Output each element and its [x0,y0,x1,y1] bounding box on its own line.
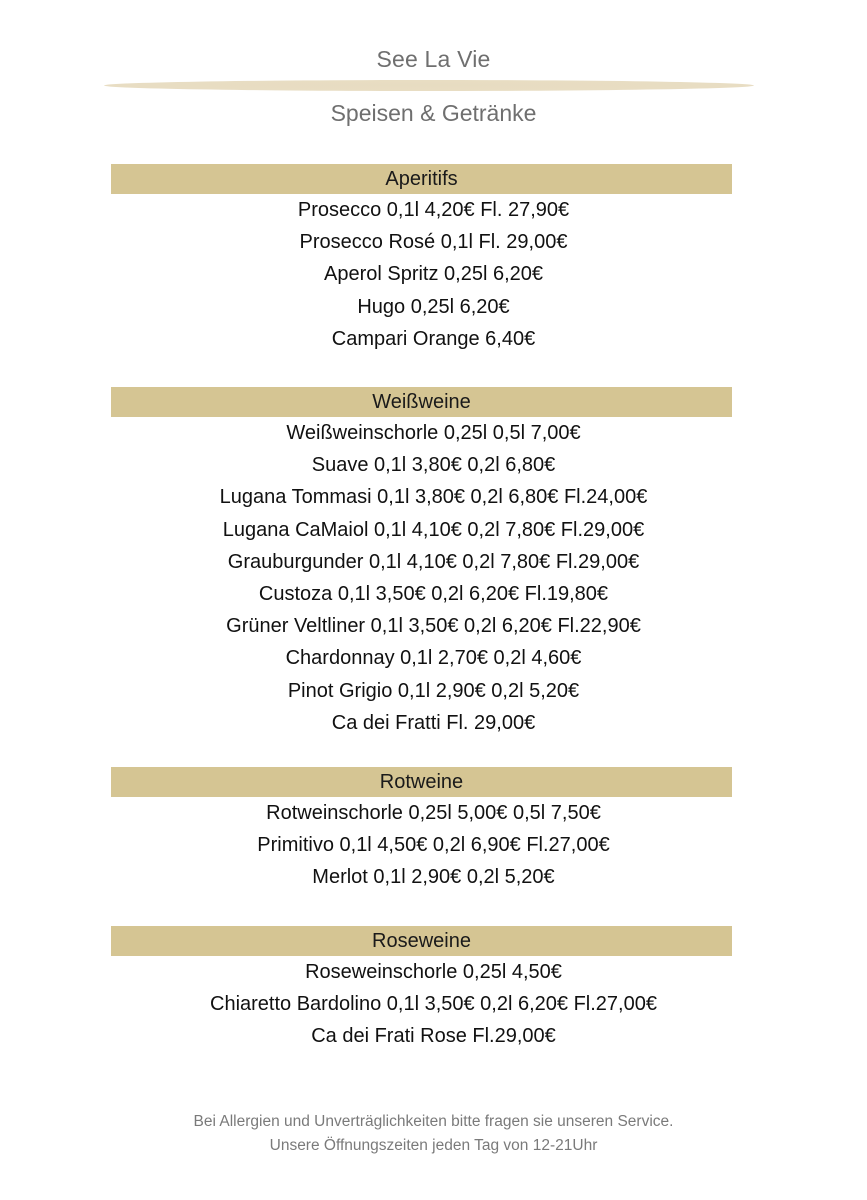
section-aperitifs [0,164,867,355]
menu-item: Merlot 0,1l 2,90€ 0,2l 5,20€ [312,866,555,889]
menu-item: Prosecco Rosé 0,1l Fl. 29,00€ [299,231,568,254]
menu-item: Hugo 0,25l 6,20€ [357,295,510,318]
menu-item: Ca dei Fratti Fl. 29,00€ [331,711,536,734]
menu-item: Grauburgunder 0,1l 4,10€ 0,2l 7,80€ Fl.29,00€ [227,550,640,573]
section-roseweine [0,926,867,1053]
menu-item: Ca dei Frati Rose Fl.29,00€ [311,1025,556,1048]
section-header: Roseweine [111,926,732,956]
menu-item: Pinot Grigio 0,1l 2,90€ 0,2l 5,20€ [287,679,580,702]
section-header: Rotweine [111,767,732,797]
menu-item: Chiaretto Bardolino 0,1l 3,50€ 0,2l 6,20€ Fl.27,00€ [210,993,657,1016]
section-header: Aperitifs [111,164,732,194]
menu-item: Suave 0,1l 3,80€ 0,2l 6,80€ [311,454,556,477]
decorative-divider [104,80,754,91]
footer [0,1110,867,1158]
menu-item: Lugana Tommasi 0,1l 3,80€ 0,2l 6,80€ Fl.24,00€ [219,486,648,509]
menu-item: Grüner Veltliner 0,1l 3,50€ 0,2l 6,20€ Fl.22,90€ [226,615,641,638]
menu-subtitle: Speisen & Getränke [330,100,537,126]
menu-item: Campari Orange 6,40€ [331,327,536,350]
section-weissweine [0,387,867,739]
menu-item: Chardonnay 0,1l 2,70€ 0,2l 4,60€ [285,647,582,670]
restaurant-name: See La Vie [376,46,491,72]
menu-item: Roseweinschorle 0,25l 4,50€ [305,961,562,983]
item-list [0,417,867,739]
menu-item: Custoza 0,1l 3,50€ 0,2l 6,20€ Fl.19,80€ [258,582,609,605]
item-list [0,194,867,355]
section-header: Weißweine [111,387,732,417]
allergy-note: Bei Allergien und Unverträglichkeiten bitte fragen sie unseren Service. [193,1113,674,1130]
menu-item: Aperol Spritz 0,25l 6,20€ [323,263,544,286]
menu-item: Lugana CaMaiol 0,1l 4,10€ 0,2l 7,80€ Fl.29,00€ [222,518,645,541]
menu-item: Prosecco 0,1l 4,20€ Fl. 27,90€ [297,199,570,221]
menu-item: Primitivo 0,1l 4,50€ 0,2l 6,90€ Fl.27,00€ [257,834,610,857]
menu-item: Weißweinschorle 0,25l 0,5l 7,00€ [286,422,581,444]
item-list [0,797,867,894]
item-list [0,956,867,1053]
menu-item: Rotweinschorle 0,25l 5,00€ 0,5l 7,50€ [266,802,601,824]
section-rotweine [0,767,867,894]
opening-hours: Unsere Öffnungszeiten jeden Tag von 12-21Uhr [269,1137,598,1154]
